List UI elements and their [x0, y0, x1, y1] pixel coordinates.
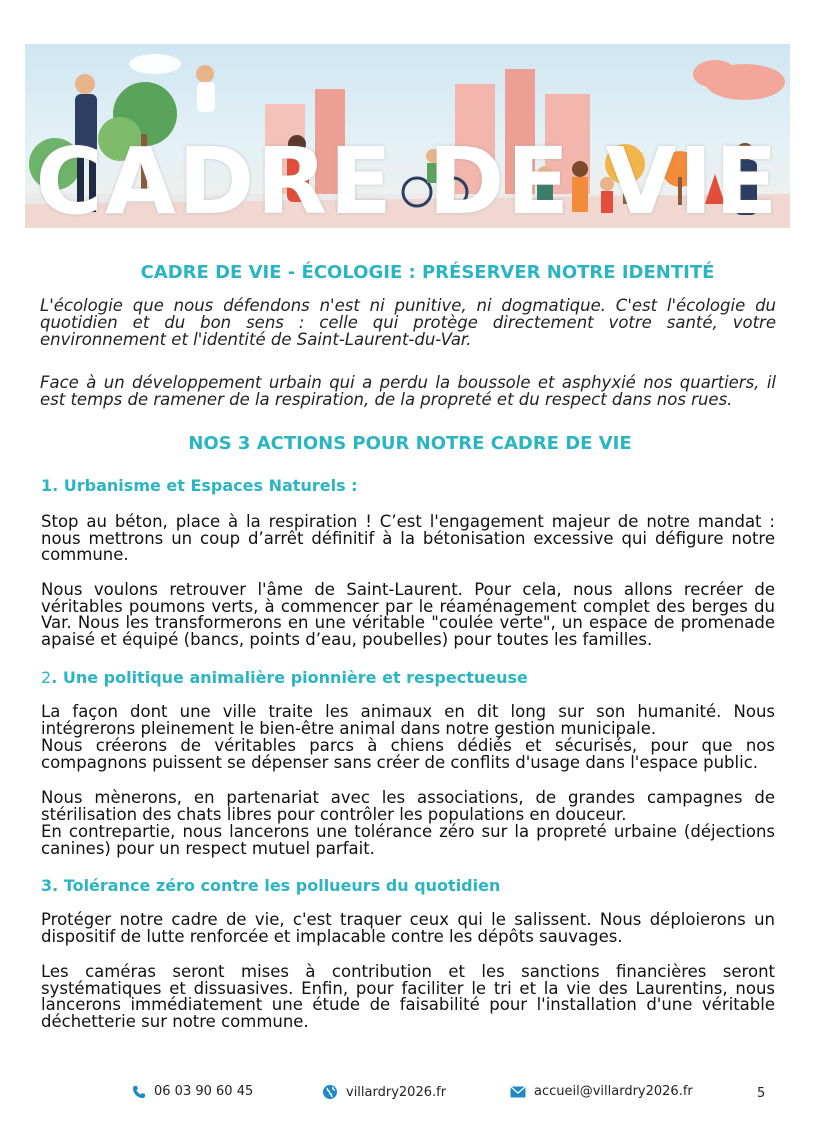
globe-icon: [322, 1084, 338, 1100]
footer-phone: [132, 1084, 253, 1099]
section-heading: 1. Urbanisme et Espaces Naturels :: [41, 476, 358, 495]
banner-title: CADRE DE VIE: [35, 128, 780, 228]
intro-paragraph: L'écologie que nous défendons n'est ni punitive, ni dogmatique. C'est l'écologie du quotidien et du bon sens : celle qui protège directement votre santé, votre environnement et l'identité de Saint-Laurent-du-Var.: [40, 296, 776, 349]
section-paragraph: Protéger notre cadre de vie, c'est traquer ceux qui le salissent. Nous déploierons un dispositif de lutte renforcée et implacable contre les dépôts sauvages.: [41, 910, 775, 946]
page-title: CADRE DE VIE - ÉCOLOGIE : PRÉSERVER NOTRE IDENTITÉ: [140, 262, 715, 283]
phone-icon: [132, 1085, 146, 1099]
footer-email[interactable]: [510, 1084, 693, 1099]
section-title-text: . Une politique animalière pionnière et respectueuse: [51, 668, 528, 687]
section-paragraph: En contrepartie, nous lancerons une tolérance zéro sur la propreté urbaine (déjections canines) pour un respect mutuel parfait.: [41, 822, 775, 858]
section-paragraph: Nous mènerons, en partenariat avec les associations, de grandes campagnes de stérilisation des chats libres pour contrôler les populations en douceur.: [41, 788, 775, 824]
section-heading: 3. Tolérance zéro contre les pollueurs du quotidien: [41, 876, 501, 895]
section-paragraph: Les caméras seront mises à contribution et les sanctions financières seront systématiques et dissuasives. Enfin, pour faciliter le tri et la vie des Laurentins, nous lancerons immédiatement une étude de faisabilité pour l'installation d'une véritable déchetterie sur notre commune.: [41, 962, 775, 1031]
phone-number: 06 03 90 60 45: [154, 1084, 254, 1099]
email-link[interactable]: accueil@villardry2026.fr: [534, 1084, 693, 1099]
section-heading: [41, 668, 528, 687]
mail-icon: [510, 1086, 526, 1098]
intro-paragraph: Face à un développement urbain qui a perdu la boussole et asphyxié nos quartiers, il est temps de ramener de la respiration, de la propreté et du respect dans nos rues.: [40, 373, 776, 409]
actions-heading: NOS 3 ACTIONS POUR NOTRE CADRE DE VIE: [188, 433, 632, 454]
section-number: 2: [41, 668, 52, 687]
section-paragraph: La façon dont une ville traite les animaux en dit long sur son humanité. Nous intégrerons pleinement le bien-être animal dans notre gestion municipale.: [41, 702, 775, 738]
website-link[interactable]: villardry2026.fr: [346, 1084, 447, 1100]
footer-website[interactable]: [322, 1084, 446, 1100]
banner-illustration: [25, 44, 790, 228]
section-paragraph: Nous voulons retrouver l'âme de Saint-Laurent. Pour cela, nous allons recréer de véritables poumons verts, à commencer par le réaménagement complet des berges du Var. Nous les transformerons en une véritable "coulée verte", un espace de promenade apaisé et équipé (bancs, points d’eau, poubelles) pour toutes les familles.: [41, 580, 775, 649]
page-number: 5: [757, 1086, 766, 1101]
section-paragraph: Stop au béton, place à la respiration ! C’est l'engagement majeur de notre mandat : nous mettrons un coup d’arrêt définitif à la bétonisation excessive qui défigure notre commune.: [41, 512, 775, 564]
section-paragraph: Nous créerons de véritables parcs à chiens dédiés et sécurisés, pour que nos compagnons puissent se dépenser sans créer de conflits d'usage dans l'espace public.: [41, 736, 775, 772]
